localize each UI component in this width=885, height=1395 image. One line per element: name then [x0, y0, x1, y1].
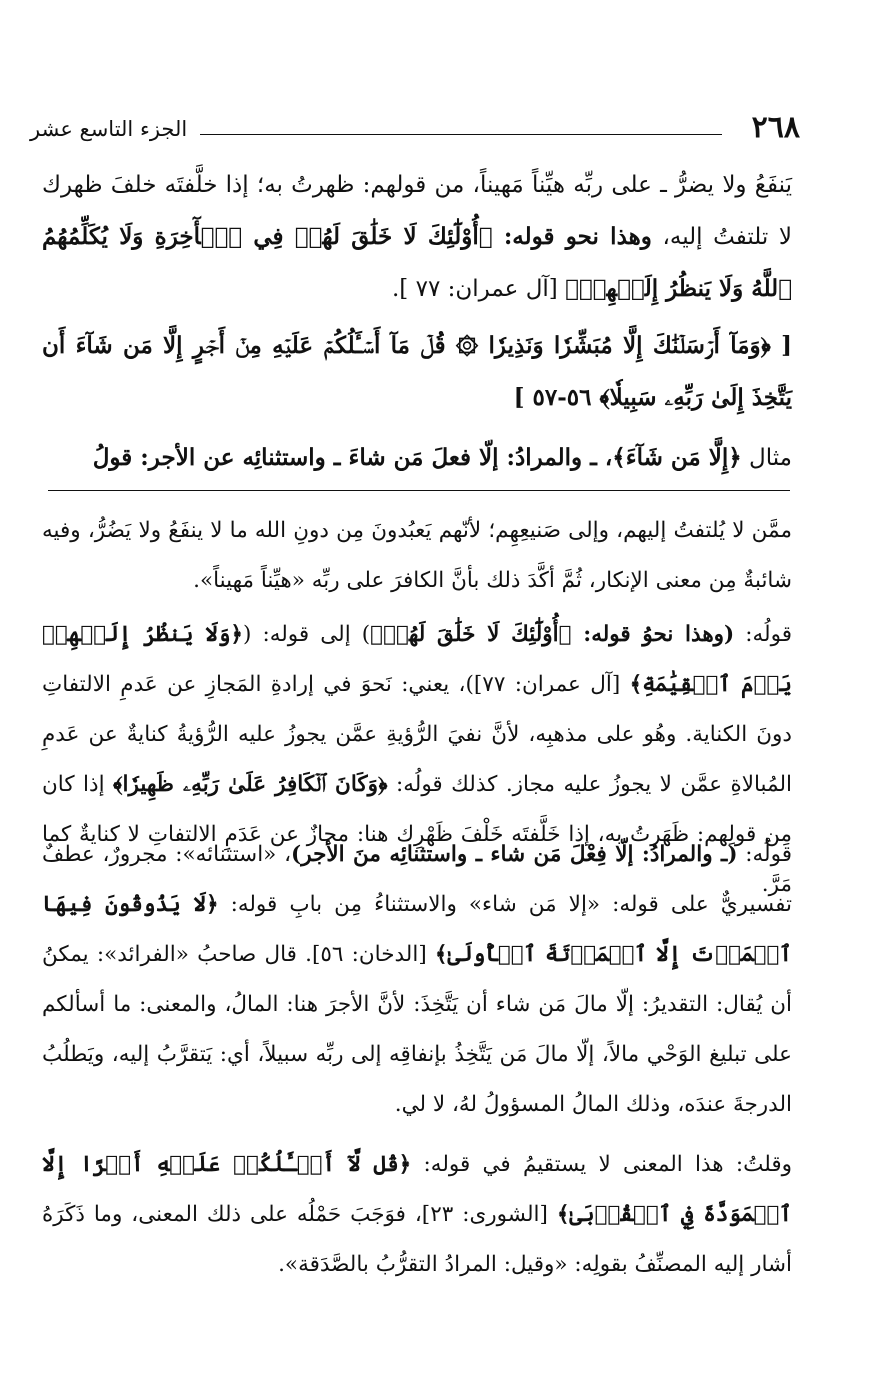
matn-bold-text: وهذا نحو قوله:	[492, 223, 652, 250]
sharh-paragraph-4	[42, 1140, 792, 1290]
running-title: الجزء التاسع عشر	[30, 117, 188, 141]
quran-reference: [آل عمران: ٧٧ ].	[392, 276, 566, 302]
header-rule	[200, 134, 722, 135]
quran-quote: ﴿قُل لَّآ أَسۡـَٔلُكُمۡ عَلَيۡهِ أَجۡرًا إِلَّا ٱلۡمَوَدَّةَ فِي ٱلۡقُرۡبَىٰ﴾	[42, 1152, 792, 1227]
quran-quote: ﴿لَا يَذُوقُونَ فِيهَا ٱلۡمَوۡتَ إِلَّا ٱلۡمَوۡتَةَ ٱلۡأُولَىٰ﴾	[42, 892, 792, 967]
matn-paragraph-1	[42, 160, 792, 315]
matn-text: يَنفَعُ ولا يضرُّ ـ على ربِّه هيِّناً مَهيناً، من قولهم: ظهرتُ به؛ إذا خلَّفتَه خلفَ ظهرك لا تلتفتُ إليه،	[42, 172, 792, 250]
sharh-text: قولُه:	[734, 622, 792, 647]
sharh-text: [الدخان: ٥٦]. قال صاحبُ «الفرائد»: يمكنُ أن يُقال: التقديرُ: إلّا مالَ مَن شاء أن يَتَّخِذَ: لأنَّ الأجرَ هنا: المالُ، والمعنى: ما أسألكم على تبليغ الوَحْي مالاً، إلّا مالَ مَن يَتَّخِذُ بإنفاقِه إلى ربِّه سبيلاً، أي: يَتقرَّبُ إليه، ويَطلُبُ الدرجةَ عندَه، وذلك المالُ المسؤولُ لهُ، لا لي.	[42, 942, 792, 1117]
sharh-text: ممَّن لا يُلتفتُ إليهم، وإلى صَنيعِهِم؛ لأنّهم يَعبُدونَ مِن دونِ الله ما لا ينفَعُ ولا يَضُرُّ، وفيه شائبةٌ مِن معنى الإنكار، ثُمَّ أكَّدَ ذلك بأنَّ الكافرَ على ربِّه «هيِّناً مَهيناً».	[42, 518, 792, 593]
sharh-text: [آل عمران: ٧٧])، يعني: نَحوَ في إرادةِ المَجازِ عن عَدمِ الالتفاتِ دونَ الكناية. وهُو على مذهبِه، لأنَّ نفيَ الرُّؤيةِ عمَّن يجوزُ عليه الرُّؤيةُ كنايةٌ عن عَدمِ المُبالاةِ عمَّن لا يجوزُ عليه مجاز. كذلك قولُه:	[42, 672, 792, 797]
matn-paragraph-2	[42, 432, 792, 484]
sharh-text: وقلتُ: هذا المعنى لا يستقيمُ في قوله:	[411, 1152, 792, 1177]
section-divider	[48, 490, 790, 491]
quran-quote: ﴿أُوْلَٰٓئِكَ لَا خَلَٰقَ لَهُمۡ فِي ٱلۡأٓخِرَةِ وَلَا يُكَلِّمُهُمُ ٱللَّهُ وَلَا يَنظُرُ إِلَيۡهِمۡ﴾	[42, 223, 792, 302]
quran-quote: ﴿وَكَانَ ٱلۡكَافِرُ عَلَىٰ رَبِّهِۦ ظَهِيرٗا﴾	[113, 772, 388, 797]
page-number: ٢٦٨	[751, 110, 800, 145]
sharh-text: قولُه:	[737, 842, 792, 867]
sharh-text: إذا كان مِن قولِهم: ظَهَرتُ به، إذا خَلَّفتَه خَلْفَ ظَهْرِك هنا: مجازٌ عن عَدَمِ الالتفاتِ لا كنايةٌ كما مَرَّ.	[42, 772, 792, 897]
quran-quote: ﴿وَلَا يَنظُرُ إِلَيۡهِمۡ يَوۡمَ ٱلۡقِيَٰمَةِ﴾	[42, 622, 792, 697]
sharh-bold-text: (وهذا نحوُ قوله:	[571, 622, 735, 647]
quran-quote: ﴿إِلَّا مَن شَآءَ﴾	[612, 444, 742, 471]
quran-quote: ﴿أُوْلَٰٓئِكَ لَا خَلَٰقَ لَهُمۡ﴾	[370, 622, 572, 647]
matn-bold-text: ، ـ والمرادُ: إلّا فعلَ مَن شاءَ ـ واستثنائِه عن الأجر: قولُ	[92, 444, 613, 471]
quran-verse-block	[42, 320, 792, 424]
sharh-paragraph-3	[42, 830, 792, 1130]
sharh-paragraph-1	[42, 506, 792, 606]
sharh-text: ، «استثنائه»: مجرورٌ، عطفٌ تفسيريٌّ على قوله: «إلا مَن شاء» والاستثناءُ مِن بابِ قوله:	[42, 842, 792, 917]
matn-text: مثال	[741, 445, 792, 471]
sharh-bold-text: (ـ والمرادُ: إلّا فِعْلَ مَن شاء ـ واستثنائِه منَ الأجر)	[291, 842, 738, 867]
page-header	[30, 108, 800, 148]
sharh-text: ) إلى قوله: (	[243, 622, 371, 647]
quran-verse: [ ﴿وَمَآ أَرۡسَلۡنَٰكَ إِلَّا مُبَشِّرٗا وَنَذِيرٗا ۞ قُلۡ مَآ أَسۡـَٔلُكُمۡ عَلَيۡهِ مِنۡ أَجۡرٍ إِلَّا مَن شَآءَ أَن يَتَّخِذَ إِلَىٰ رَبِّهِۦ سَبِيلٗا﴾ ٥٦-٥٧ ]	[42, 332, 792, 411]
sharh-text: [الشورى: ٢٣]، فوَجَبَ حَمْلُه على ذلك المعنى، وما ذَكَرَهُ أشار إليه المصنِّفُ بقولِه: «وقيل: المرادُ التقرُّبُ بالصَّدَقة».	[42, 1202, 792, 1277]
